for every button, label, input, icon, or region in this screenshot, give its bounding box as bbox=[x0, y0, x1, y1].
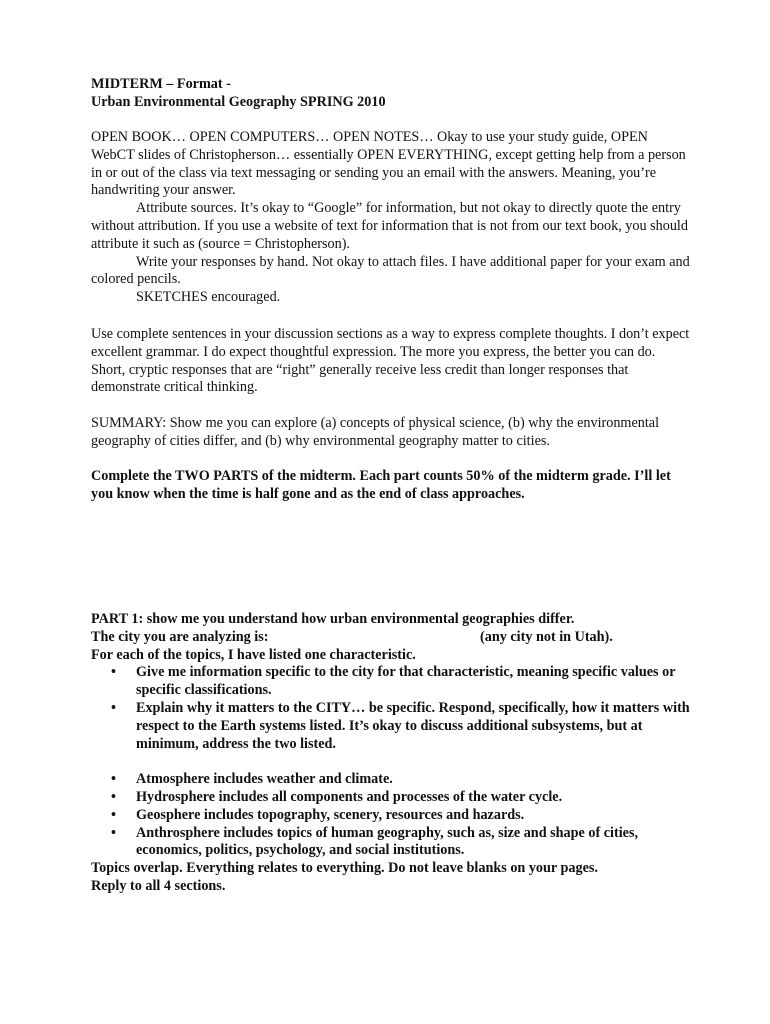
summary-paragraph: SUMMARY: Show me you can explore (a) concepts of physical science, (b) why the environmental geography of cities differ, and (b) why environmental geography matter to cities. bbox=[91, 415, 660, 449]
discussion-paragraph: Use complete sentences in your discussion sections as a way to express complete thoughts. I don’t expect excellent grammar. I do expect thoughtful expression. The more you express, the better you can do. Short, cryptic responses that are “right” generally receive less credit than longer responses that demonstrate critical thinking. bbox=[91, 326, 690, 396]
city-line bbox=[91, 629, 701, 647]
list-item bbox=[91, 771, 701, 789]
discussion-section bbox=[91, 326, 691, 397]
part1-heading: PART 1: show me you understand how urban environmental geographies differ. bbox=[91, 611, 575, 627]
bullet-icon: • bbox=[111, 806, 116, 823]
course-title: Urban Environmental Geography SPRING 2010 bbox=[91, 93, 386, 110]
list-item-text: Explain why it matters to the CITY… be specific. Respond, specifically, how it matters with respect to the Earth systems listed. It’s okay to discuss additional subsystems, but at minimum, address the two listed. bbox=[136, 699, 690, 752]
city-label: The city you are analyzing is: bbox=[91, 628, 269, 645]
list-item bbox=[91, 700, 701, 753]
attribute-sources-paragraph: Attribute sources. It’s okay to “Google” for information, but not okay to directly quote the entry without attribution. If you use a website of text for information that is not from our text book, you should attribute it such as (source = Christopherson). bbox=[91, 200, 688, 252]
list-item bbox=[91, 789, 701, 807]
handwriting-paragraph: Write your responses by hand. Not okay to attach files. I have additional paper for your exam and colored pencils. bbox=[91, 253, 690, 288]
summary-section bbox=[91, 415, 691, 451]
open-book-paragraph: OPEN BOOK… OPEN COMPUTERS… OPEN NOTES… Okay to use your study guide, OPEN WebCT slides of Christopherson… essentially OPEN EVERYTHING, except getting help from a person in or out of the class via text messaging or sending you an email with the answers. Meaning, you’re handwriting your answer. bbox=[91, 129, 686, 199]
bullet-icon: • bbox=[111, 824, 116, 841]
instructions-section bbox=[91, 129, 691, 307]
list-item bbox=[91, 825, 701, 861]
list-item-text: Atmosphere includes weather and climate. bbox=[136, 771, 393, 788]
part1-section bbox=[91, 611, 701, 896]
list-item bbox=[91, 664, 701, 700]
list-item-text: Anthrosphere includes topics of human geography, such as, size and shape of cities, economics, politics, psychology, and social institutions. bbox=[136, 824, 639, 859]
list-item-text: Give me information specific to the city for that characteristic, meaning specific values or specific classifications. bbox=[136, 664, 676, 699]
topics-intro: For each of the topics, I have listed one characteristic. bbox=[91, 646, 416, 663]
bullet-icon: • bbox=[111, 664, 116, 681]
complete-parts-paragraph: Complete the TWO PARTS of the midterm. Each part counts 50% of the midterm grade. I’ll let you know when the time is half gone and as the end of class approaches. bbox=[91, 468, 671, 502]
bullet-icon: • bbox=[111, 771, 116, 788]
list-item-text: Hydrosphere includes all components and processes of the water cycle. bbox=[136, 788, 563, 805]
reply-note: Reply to all 4 sections. bbox=[91, 877, 226, 894]
city-note: (any city not in Utah). bbox=[480, 628, 613, 645]
bullet-icon: • bbox=[111, 788, 116, 805]
document-header bbox=[91, 76, 691, 112]
list-item-text: Geosphere includes topography, scenery, resources and hazards. bbox=[136, 806, 525, 823]
midterm-title: MIDTERM – Format - bbox=[91, 76, 231, 92]
instructions-list bbox=[91, 664, 701, 753]
spheres-list bbox=[91, 771, 701, 860]
bullet-icon: • bbox=[111, 699, 116, 716]
sketches-paragraph: SKETCHES encouraged. bbox=[136, 289, 281, 306]
list-item bbox=[91, 807, 701, 825]
overlap-note: Topics overlap. Everything relates to everything. Do not leave blanks on your pages. bbox=[91, 860, 598, 877]
complete-parts-section bbox=[91, 468, 691, 504]
